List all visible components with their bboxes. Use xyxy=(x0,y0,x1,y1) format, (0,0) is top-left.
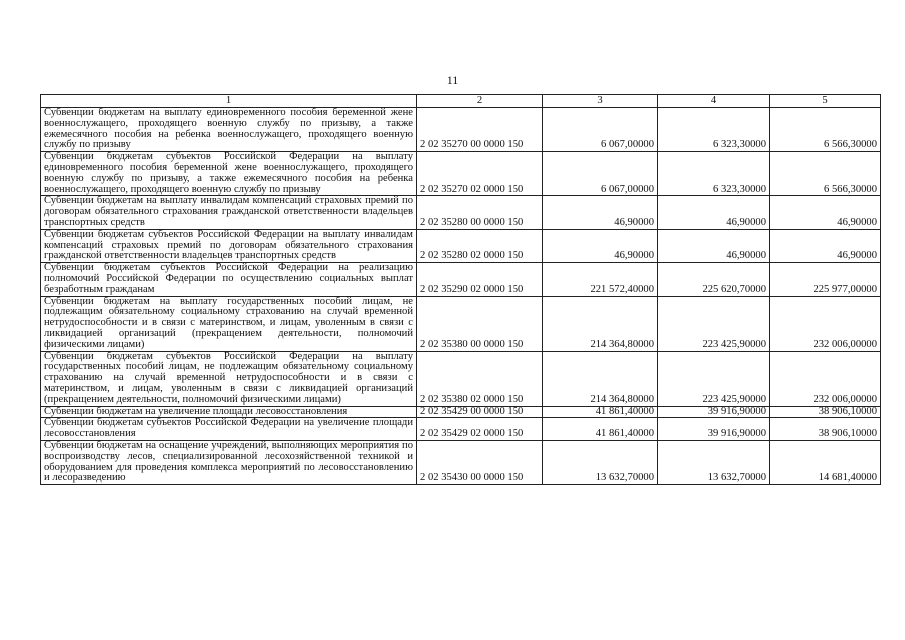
value-col-4: 46,90000 xyxy=(658,196,770,229)
value-col-3: 46,90000 xyxy=(543,229,658,262)
value-col-4: 39 916,90000 xyxy=(658,418,770,441)
table-row xyxy=(41,440,881,484)
value-col-3: 221 572,40000 xyxy=(543,263,658,296)
value-col-4: 46,90000 xyxy=(658,229,770,262)
row-description: Субвенции бюджетам субъектов Российской Федерации на выплату инвалидам компенсаций страховых премий по договорам обязательного страхования гражданской ответственности владельцев транспортных средств xyxy=(41,229,417,262)
table-row xyxy=(41,296,881,351)
row-code: 2 02 35280 00 0000 150 xyxy=(417,196,543,229)
table-row xyxy=(41,263,881,296)
value-col-3: 41 861,40000 xyxy=(543,418,658,441)
value-col-3: 214 364,80000 xyxy=(543,296,658,351)
row-code: 2 02 35270 00 0000 150 xyxy=(417,108,543,152)
budget-table xyxy=(40,94,881,485)
value-col-4: 6 323,30000 xyxy=(658,108,770,152)
value-col-5: 38 906,10000 xyxy=(770,418,881,441)
column-header: 5 xyxy=(770,95,881,108)
value-col-4: 223 425,90000 xyxy=(658,351,770,406)
value-col-5: 232 006,00000 xyxy=(770,296,881,351)
table-row xyxy=(41,351,881,406)
table-row xyxy=(41,196,881,229)
column-header: 1 xyxy=(41,95,417,108)
value-col-4: 39 916,90000 xyxy=(658,406,770,418)
value-col-3: 6 067,00000 xyxy=(543,152,658,196)
row-code: 2 02 35380 02 0000 150 xyxy=(417,351,543,406)
value-col-5: 6 566,30000 xyxy=(770,108,881,152)
row-code: 2 02 35290 02 0000 150 xyxy=(417,263,543,296)
value-col-5: 225 977,00000 xyxy=(770,263,881,296)
header-row xyxy=(41,95,881,108)
value-col-4: 13 632,70000 xyxy=(658,440,770,484)
value-col-5: 46,90000 xyxy=(770,196,881,229)
row-description: Субвенции бюджетам субъектов Российской Федерации на выплату единовременного пособия беременной жене военнослужащего, проходящего военную службу по призыву, а также ежемесячного пособия на ребенка военнослужащего, проходящего военную службу по призыву xyxy=(41,152,417,196)
value-col-3: 41 861,40000 xyxy=(543,406,658,418)
row-description: Субвенции бюджетам на выплату единовременного пособия беременной жене военнослужащего, проходящего военную службу по призыву, а также ежемесячного пособия на ребенка военнослужащего, проходящего военную службу по призыву xyxy=(41,108,417,152)
table-row xyxy=(41,406,881,418)
row-description: Субвенции бюджетам субъектов Российской Федерации на реализацию полномочий Российской Федерации по осуществлению социальных выплат безработным гражданам xyxy=(41,263,417,296)
row-code: 2 02 35430 00 0000 150 xyxy=(417,440,543,484)
value-col-3: 46,90000 xyxy=(543,196,658,229)
row-code: 2 02 35429 00 0000 150 xyxy=(417,406,543,418)
value-col-5: 46,90000 xyxy=(770,229,881,262)
value-col-5: 232 006,00000 xyxy=(770,351,881,406)
row-description: Субвенции бюджетам на выплату государственных пособий лицам, не подлежащим обязательному социальному страхованию на случай временной нетрудоспособности и в связи с материнством, и лицам, уволенным в связи с ликвидацией организаций (прекращением деятельности, полномочий физическими лицами) xyxy=(41,296,417,351)
row-code: 2 02 35280 02 0000 150 xyxy=(417,229,543,262)
row-code: 2 02 35429 02 0000 150 xyxy=(417,418,543,441)
table-row xyxy=(41,229,881,262)
row-description: Субвенции бюджетам на выплату инвалидам компенсаций страховых премий по договорам обязательного страхования гражданской ответственности владельцев транспортных средств xyxy=(41,196,417,229)
value-col-3: 214 364,80000 xyxy=(543,351,658,406)
value-col-5: 14 681,40000 xyxy=(770,440,881,484)
value-col-3: 6 067,00000 xyxy=(543,108,658,152)
row-description: Субвенции бюджетам на оснащение учреждений, выполняющих мероприятия по воспроизводству лесов, специализированной лесохозяйственной техникой и оборудованием для проведения комплекса мероприятий по лесовосстановлению и лесоразведению xyxy=(41,440,417,484)
column-header: 3 xyxy=(543,95,658,108)
page-number: 11 xyxy=(446,73,459,87)
value-col-5: 38 906,10000 xyxy=(770,406,881,418)
table-row xyxy=(41,152,881,196)
table-row xyxy=(41,418,881,441)
row-description: Субвенции бюджетам субъектов Российской Федерации на выплату государственных пособий лицам, не подлежащим обязательному социальному страхованию на случай временной нетрудоспособности и в связи с материнством, и лицам, уволенным в связи с ликвидацией организаций (прекращением деятельности, полномочий физическими лицами) xyxy=(41,351,417,406)
value-col-4: 225 620,70000 xyxy=(658,263,770,296)
value-col-5: 6 566,30000 xyxy=(770,152,881,196)
row-code: 2 02 35270 02 0000 150 xyxy=(417,152,543,196)
row-description: Субвенции бюджетам субъектов Российской Федерации на увеличение площади лесовосстановления xyxy=(41,418,417,441)
value-col-4: 223 425,90000 xyxy=(658,296,770,351)
table-row xyxy=(41,108,881,152)
column-header: 4 xyxy=(658,95,770,108)
row-code: 2 02 35380 00 0000 150 xyxy=(417,296,543,351)
value-col-4: 6 323,30000 xyxy=(658,152,770,196)
column-header: 2 xyxy=(417,95,543,108)
row-description: Субвенции бюджетам на увеличение площади лесовосстановления xyxy=(41,406,417,418)
value-col-3: 13 632,70000 xyxy=(543,440,658,484)
